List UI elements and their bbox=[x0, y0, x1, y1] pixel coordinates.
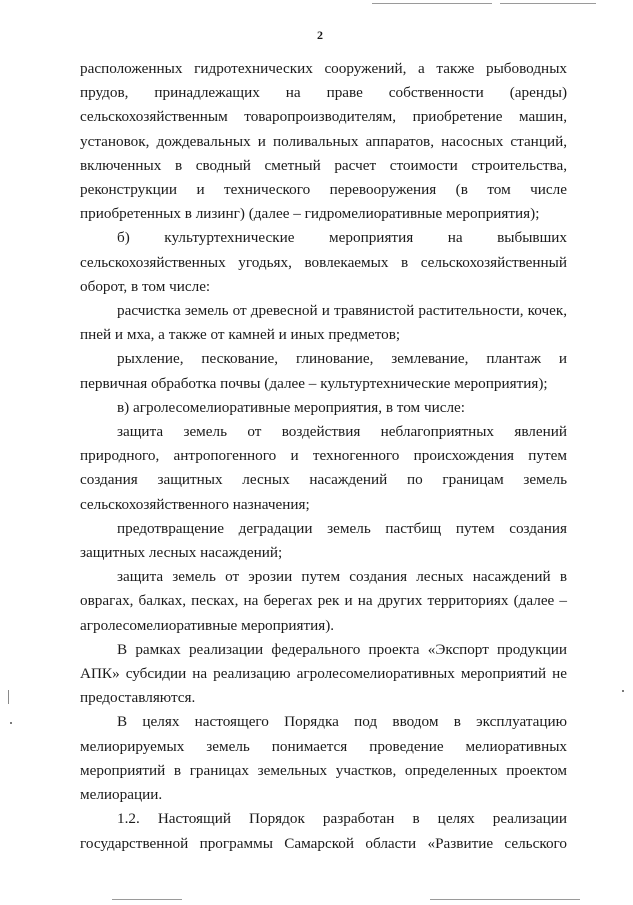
paragraph-hydro-continuation: расположенных гидротехнических сооружений, а также рыбоводных прудов, принадлежащих на праве собственности (аренды) сельскохозяйственным товаропроизводителям, приобретение машин, установок, дождевальных и поливальных аппаратов, насосных станций, включенных в сводный сметный расчет стоимости строительства, реконструкции и технического перевооружения (в том числе приобретенных в лизинг) (далее – гидромелиоративные мероприятия); bbox=[80, 60, 567, 223]
document-body bbox=[80, 57, 567, 856]
paragraph-clearing: расчистка земель от древесной и травянистой растительности, кочек, пней и мха, а также от камней и иных предметов; bbox=[80, 302, 567, 344]
paragraph-degradation: предотвращение деградации земель пастбищ путем создания защитных лесных насаждений; bbox=[80, 519, 567, 562]
scan-artifact-bottom-line bbox=[112, 899, 182, 900]
scan-artifact-left-mark bbox=[8, 690, 9, 704]
paragraph-loosening: рыхление, пескование, глинование, землевание, плантаж и первичная обработка почвы (далее – культуртехнические мероприятия); bbox=[80, 350, 567, 392]
paragraph-cultural-technical: б) культуртехнические мероприятия на выбывших сельскохозяйственных угодьях, вовлекаемых в сельскохозяйственный оборот, в том числе: bbox=[80, 229, 567, 295]
paragraph-agroforestry: в) агролесомелиоративные мероприятия, в том числе: bbox=[117, 398, 466, 416]
page-number: 2 bbox=[317, 28, 323, 42]
paragraph-protection-adverse: защита земель от воздействия неблагоприятных явлений природного, антропогенного и техногенного происхождения путем создания защитных лесных насаждений по границам земель сельскохозяйственного назначения; bbox=[80, 423, 567, 513]
scan-artifact-right-dot bbox=[622, 690, 624, 692]
paragraph-erosion: защита земель от эрозии путем создания лесных насаждений в оврагах, балках, песках, на берегах рек и на других территориях (далее – агролесомелиоративные мероприятия). bbox=[80, 568, 567, 634]
scan-artifact-left-dot bbox=[10, 722, 12, 724]
scan-artifact-bottom-line-2 bbox=[430, 899, 580, 900]
paragraph-export-project: В рамках реализации федерального проекта «Экспорт продукции АПК» субсидии на реализацию агролесомелиоративных мероприятий не предоставляются. bbox=[80, 640, 567, 707]
scan-artifact-top-line bbox=[372, 3, 492, 4]
paragraph-section-1-2: 1.2. Настоящий Порядок разработан в целях реализации государственной программы Самарской области «Развитие сельского bbox=[80, 810, 567, 852]
paragraph-commissioning: В целях настоящего Порядка под вводом в эксплуатацию мелиорируемых земель понимается проведение мелиоративных мероприятий в границах земельных участков, определенных проектом мелиорации. bbox=[80, 713, 567, 804]
scan-artifact-top-line-2 bbox=[500, 3, 596, 4]
